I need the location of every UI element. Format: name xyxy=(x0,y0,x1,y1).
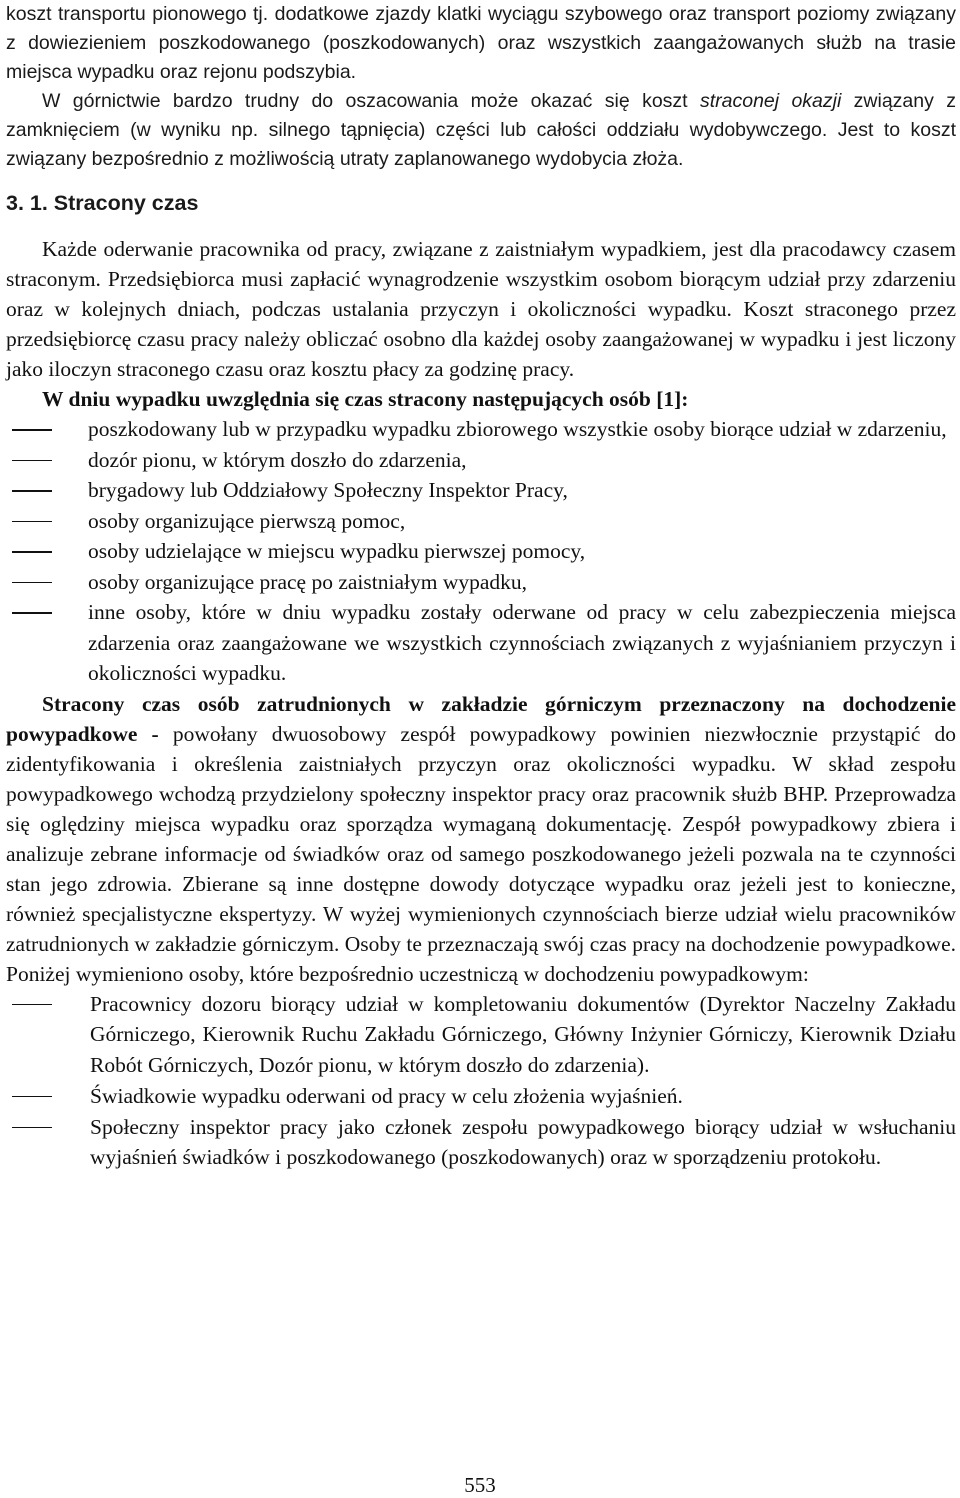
investigation-participants-list xyxy=(6,989,956,1174)
list-item: Pracownicy dozoru biorący udział w kompletowaniu dokumentów (Dyrektor Naczelny Zakładu Górniczego, Kierownik Ruchu Zakładu Górniczego, Główny Inżynier Górniczy, Kierownik Działu Robót Górniczych, Dozór pionu, w którym doszło do zdarzenia). xyxy=(6,989,956,1081)
list-item: osoby udzielające w miejscu wypadku pierwszej pomocy, xyxy=(6,536,956,567)
intro-paragraph-lost-opportunity xyxy=(6,87,956,174)
list-item: osoby organizujące pierwszą pomoc, xyxy=(6,506,956,537)
lost-opportunity-text-a: W górnictwie bardzo trudny do oszacowania może okazać się koszt xyxy=(42,90,700,112)
list-item: Świadkowie wypadku oderwani od pracy w celu złożenia wyjaśnień. xyxy=(6,1081,956,1112)
lost-time-paragraph: Każde oderwanie pracownika od pracy, związane z zaistniałym wypadkiem, jest dla pracodawcy czasem straconym. Przedsiębiorca musi zapłacić wynagrodzenie wszystkim osobom biorącym udział przy zdarzeniu oraz w kolejnych dniach, podczas ustalania przyczyn i okoliczności wypadku. Koszt straconego przez przedsiębiorcę czasu pracy należy obliczać osobno dla każdej osoby zaangażowanej w wypadku i jest liczony jako iloczyn straconego czasu oraz kosztu płacy za godzinę pracy. xyxy=(6,237,956,381)
investigation-paragraph xyxy=(6,689,956,989)
list-item: poszkodowany lub w przypadku wypadku zbiorowego wszystkie osoby biorące udział w zdarzeniu, xyxy=(6,414,956,445)
lost-opportunity-term: straconej okazji xyxy=(699,90,842,112)
list1-heading: W dniu wypadku uwzględnia się czas stracony następujących osób [1]: xyxy=(42,387,689,411)
lost-opportunity-text-c: związany z zamknięciem (w wyniku np. silnego tąpnięcia) części lub całości oddziału wydobywczego. Jest to koszt związany bezpośrednio z możliwością utraty zaplanowanego wydobycia złoża. xyxy=(6,90,956,170)
list-item: dozór pionu, w którym doszło do zdarzenia, xyxy=(6,445,956,476)
document-page xyxy=(6,0,956,1173)
list-item: osoby organizujące pracę po zaistniałym wypadku, xyxy=(6,567,956,598)
page-number: 553 xyxy=(464,1473,496,1497)
intro-paragraph-transport: koszt transportu pionowego tj. dodatkowe zjazdy klatki wyciągu szybowego oraz transport poziomy związany z dowiezieniem poszkodowanego (poszkodowanych) oraz wszystkich zaangażowanych służb na trasie miejsca wypadku oraz rejonu podszybia. xyxy=(6,3,956,83)
list-item: inne osoby, które w dniu wypadku zostały oderwane od pracy w celu zabezpieczenia miejsca zdarzenia oraz zaangażowane we wszystkich czynnościach związanych z wyjaśnianiem przyczyn i okoliczności wypadku. xyxy=(6,597,956,689)
investigation-bold-lead: Stracony czas osób zatrudnionych w zakładzie górniczym przeznaczony na dochodzenie powypadkowe - xyxy=(6,691,956,746)
list-item: Społeczny inspektor pracy jako członek zespołu powypadkowego biorący udział w wsłuchaniu wyjaśnień świadków i poszkodowanego (poszkodowanych) oraz w sporządzeniu protokołu. xyxy=(6,1112,956,1174)
investigation-text: powołany dwuosobowy zespół powypadkowy powinien niezwłocznie przystąpić do zidentyfikowania i określenia zaistniałych przyczyn oraz okoliczności wypadku. W skład zespołu powypadkowego wchodzą przydzielony społeczny inspektor pracy oraz pracownik służb BHP. Przeprowadza się oględziny miejsca wypadku oraz sporządza wymaganą dokumentację. Zespół powypadkowy zbiera i analizuje zebrane informacje od świadków oraz od samego poszkodowanego jeżeli pozwala na te czynności stan jego zdrowia. Zbierane są inne dostępne dowody dotyczące wypadku oraz jeżeli jest to konieczne, również specjalistyczne ekspertyzy. W wyżej wymienionych czynnościach bierze udział wielu pracowników zatrudnionych w zakładzie górniczym. Osoby te przeznaczają swój czas pracy na dochodzenie powypadkowe. Poniżej wymieniono osoby, które bezpośrednio uczestniczą w dochodzeniu powypadkowym: xyxy=(6,721,956,986)
list-item: brygadowy lub Oddziałowy Społeczny Inspektor Pracy, xyxy=(6,475,956,506)
section-heading: 3. 1. Stracony czas xyxy=(6,191,199,215)
accident-day-persons-list xyxy=(6,414,956,689)
